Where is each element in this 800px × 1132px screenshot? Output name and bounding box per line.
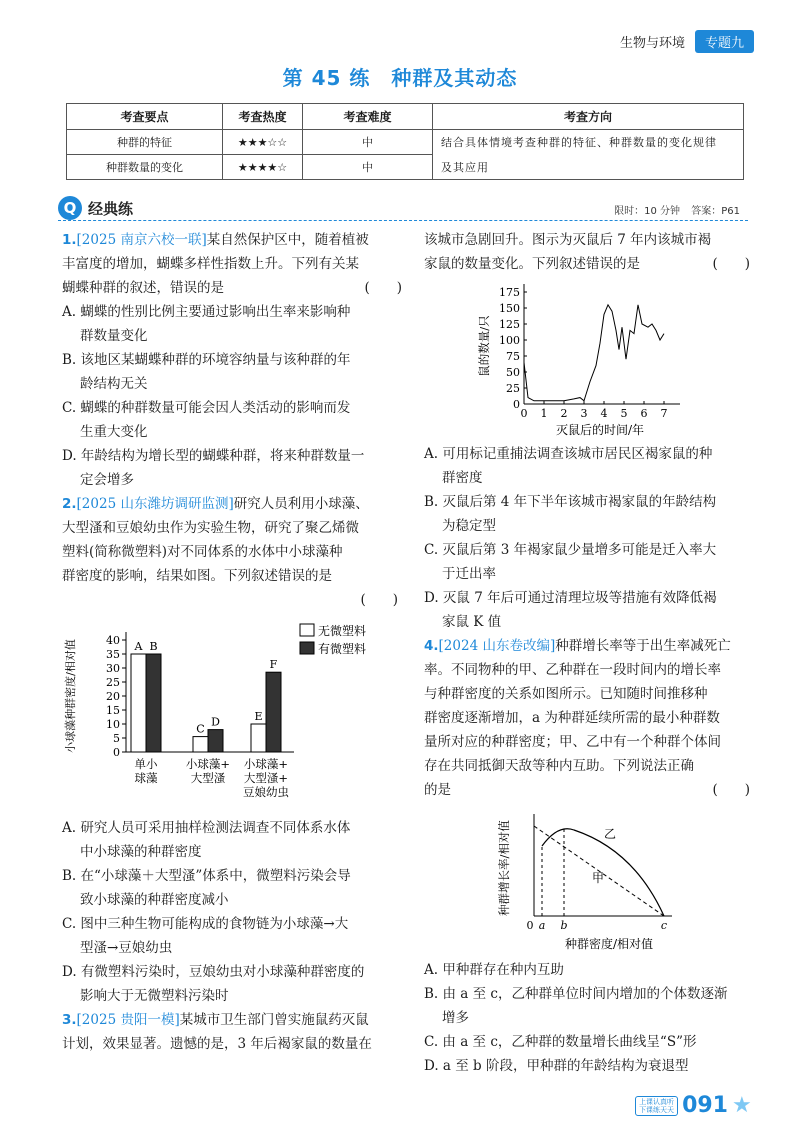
question-number: 4. [424,638,439,654]
left-column [62,228,402,1056]
line-chart [424,280,750,438]
y-tick-label: 125 [499,318,520,331]
category-label: 球藻 [134,771,158,785]
y-tick-label: 5 [113,732,120,745]
question-text: 率。不同物种的甲、乙种群在一段时间内的增长率 [424,662,721,678]
table-header: 考查难度 [303,104,433,130]
topic-label: 生物与环境 [619,36,685,51]
option-b: B. 灭鼠后第 4 年下半年该城市褐家鼠的年龄结构 为稳定型 [424,494,717,534]
x-tick-label: b [560,919,568,932]
section-meta [606,202,740,217]
topic-badge: 专题九 [695,30,754,53]
question-1 [62,228,402,492]
y-tick-label: 50 [506,366,520,379]
question-text: 研究人员利用小球藻、 [233,496,369,512]
option-c: C. 图中三种生物可能构成的食物链为小球藻→大 型溞→豆娘幼虫 [62,916,349,956]
question-number: 1. [62,232,77,248]
y-axis-label: 种群增长率/相对值 [497,820,511,916]
table-cell: 种群数量的变化 [67,155,223,180]
y-tick-label: 25 [506,382,520,395]
answer-bracket: ( ) [712,782,750,798]
question-text: 大型溞和豆娘幼虫作为实验生物，研究了聚乙烯微 [62,520,359,536]
y-axis-label: 小球藻种群密度/相对值 [64,639,77,753]
exam-points-table [66,103,744,180]
bar [208,730,223,752]
bar [131,654,146,752]
question-text: 蝴蝶种群的叙述，错误的是 [62,280,224,296]
legend-swatch [300,642,314,654]
bar-label: B [149,640,158,653]
table-cell: ★★★☆☆ [223,130,303,155]
y-tick-label: 40 [106,634,120,647]
question-number: 3. [62,1012,77,1028]
x-tick-label: a [538,919,546,932]
option-a: A. 蝴蝶的性别比例主要通过影响出生率来影响种 群数量变化 [62,304,351,344]
y-tick-label: 20 [106,690,120,703]
question-text: 家鼠的数量变化。下列叙述错误的是 [424,256,640,272]
question-source: [2025 山东潍坊调研监测] [76,496,234,512]
x-axis-label: 灭鼠后的时间/年 [555,423,645,437]
page-footer [635,1093,754,1118]
y-tick-label: 30 [106,662,120,675]
series-label: 甲 [592,871,605,885]
slogan-tag: 上课认真听 下课练天天 [635,1096,678,1116]
option-b: B. 在“小球藻＋大型溞”体系中，微塑料污染会导 致小球藻的种群密度减小 [62,868,351,908]
table-cell: 及其应用 [433,155,744,180]
question-text: 某自然保护区中，随着植被 [206,232,369,248]
option-b: B. 由 a 至 c，乙种群单位时间内增加的个体数逐渐 增多 [424,986,728,1026]
category-label: 大型溞+ [243,771,289,785]
legend-label: 有微塑料 [318,642,367,656]
option-c: C. 蝴蝶的种群数量可能会因人类活动的影响而发 生重大变化 [62,400,351,440]
option-d: D. 年龄结构为增长型的蝴蝶种群，将来种群数量一 定会增多 [62,448,365,488]
question-3 [62,1008,402,1056]
table-cell: 中 [303,130,433,155]
option-d: D. a 至 b 阶段，甲种群的年龄结构为衰退型 [424,1058,689,1074]
y-tick-label: 100 [499,334,520,347]
question-text: 塑料(简称微塑料)对不同体系的水体中小球藻种 [62,544,343,560]
option-d: D. 灭鼠 7 年后可通过清理垃圾等措施有效降低褐 家鼠 K 值 [424,590,717,630]
growth-rate-chart [424,806,750,954]
table-cell: 种群的特征 [67,130,223,155]
option-a: A. 甲种群存在种内互助 [424,962,564,978]
option-a: A. 研究人员可采用抽样检测法调查不同体系水体 中小球藻的种群密度 [62,820,351,860]
q-circle-icon: Q [58,196,82,220]
answer-ref: 答案：P61 [691,206,740,217]
y-tick-label: 75 [506,350,520,363]
table-row [67,130,744,155]
x-tick-label: 6 [640,407,648,420]
x-tick-label: 0 [520,407,528,420]
y-tick-label: 0 [513,398,520,411]
x-tick-label: 5 [620,407,628,420]
y-tick-label: 35 [106,648,120,661]
page-number: 091 [682,1093,728,1118]
category-label: 小球藻+ [243,757,289,771]
bar [146,654,161,752]
page-title: 第 45 练 种群及其动态 [282,66,518,90]
right-column [424,228,750,1078]
question-text: 的是 [424,782,451,798]
bar [251,724,266,752]
bar-label: C [196,722,205,736]
y-tick-label: 0 [113,746,120,759]
table-cell: 中 [303,155,433,180]
x-tick-label: c [660,919,668,932]
x-tick-label: 3 [580,407,588,420]
answer-bracket: ( ) [364,280,402,296]
question-3-continued [424,228,750,634]
table-header: 考查方向 [433,104,744,130]
option-a: A. 可用标记重捕法调查该城市居民区褐家鼠的种 群密度 [424,446,713,486]
x-tick-label: 0 [526,919,534,932]
question-text: 群密度逐渐增加，a 为种群延续所需的最小种群数 [424,710,720,726]
page-header [620,30,754,53]
question-4 [424,634,750,1078]
option-c: C. 灭鼠后第 3 年褐家鼠少量增多可能是迁入率大 于迁出率 [424,542,717,582]
category-label: 豆娘幼虫 [243,785,289,799]
y-tick-label: 10 [106,718,120,731]
question-text: 某城市卫生部门曾实施鼠药灭鼠 [179,1012,369,1028]
divider [58,220,748,221]
x-tick-label: 2 [560,407,568,420]
bar-label: A [134,640,143,653]
category-label: 单小 [134,757,158,771]
question-text: 群密度的影响，结果如图。下列叙述错误的是 [62,568,332,584]
question-source: [2024 山东卷改编] [438,638,556,654]
series-label: 乙 [604,827,617,841]
option-d: D. 有微塑料污染时，豆娘幼虫对小球藻种群密度的 影响大于无微塑料污染时 [62,964,365,1004]
time-limit: 限时：10 分钟 [614,206,681,217]
table-header: 考查热度 [223,104,303,130]
bar-label: D [211,715,220,729]
bar-label: F [269,658,278,672]
legend-label: 无微塑料 [318,624,367,638]
question-text: 与种群密度的关系如图所示。已知随时间推移种 [424,686,708,702]
table-cell: ★★★★☆ [223,155,303,180]
section-bar [58,196,748,222]
table-header: 考查要点 [67,104,223,130]
y-tick-label: 150 [499,302,520,315]
y-axis-label: 鼠的数量/只 [477,315,491,377]
bar-label: E [254,710,263,723]
question-text: 计划，效果显著。遗憾的是，3 年后褐家鼠的数量在 [62,1036,372,1052]
bar [266,672,281,752]
question-text: 丰富度的增加，蝴蝶多样性指数上升。下列有关某 [62,256,359,272]
x-tick-label: 7 [660,407,668,420]
star-icon: ★ [732,1092,752,1118]
category-label: 小球藻+ [185,757,231,771]
answer-bracket: ( ) [360,592,398,608]
legend-swatch [300,624,314,636]
x-tick-label: 1 [540,407,548,420]
answer-bracket: ( ) [712,256,750,272]
y-tick-label: 25 [106,676,120,689]
question-source: [2025 南京六校一联] [76,232,207,248]
question-source: [2025 贵阳一模] [76,1012,180,1028]
y-tick-label: 175 [499,286,520,299]
x-tick-label: 4 [600,407,608,420]
question-text: 该城市急剧回升。图示为灭鼠后 7 年内该城市褐 [424,232,712,248]
bar [193,737,208,752]
y-tick-label: 15 [106,704,120,717]
question-text: 量所对应的种群密度；甲、乙中有一个种群个体间 [424,734,721,750]
bar-chart [62,616,402,812]
question-number: 2. [62,496,77,512]
category-label: 大型溞 [190,771,226,785]
section-title: 经典练 [88,200,134,218]
option-c: C. 由 a 至 c，乙种群的数量增长曲线呈“S”形 [424,1034,697,1050]
table-row [67,155,744,180]
question-text: 种群增长率等于出生率减死亡 [555,638,731,654]
question-2 [62,492,402,1008]
series-line [524,305,664,401]
option-b: B. 该地区某蝴蝶种群的环境容纳量与该种群的年 龄结构无关 [62,352,351,392]
table-cell: 结合具体情境考查种群的特征、种群数量的变化规律 [433,130,744,155]
x-axis-label: 种群密度/相对值 [564,937,654,951]
question-text: 存在共同抵御天敌等种内互助。下列说法正确 [424,758,694,774]
